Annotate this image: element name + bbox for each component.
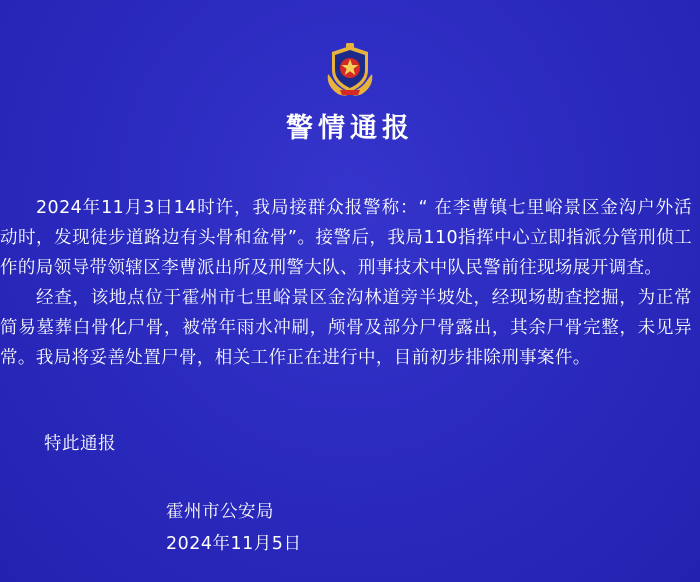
notice-title: 警情通报 [286,113,414,144]
issuing-organization: 霍州市公安局 [166,502,274,522]
notice-body [0,193,692,373]
closing-line: 特此通报 [44,434,116,454]
police-emblem-icon [320,40,380,100]
signature-block [166,496,301,560]
paragraph-findings: 经查，该地点位于霍州市七里峪景区金沟林道旁半坡处，经现场勘查挖掘，为正常简易墓葬白骨化尸骨，被常年雨水冲刷，颅骨及部分尸骨露出，其余尸骨完整，未见异常。我局将妥善处置尸骨，相关工作正在进行中，目前初步排除刑事案件。 [0,288,692,368]
issue-date: 2024年11月5日 [166,534,302,554]
paragraph-report: 2024年11月3日14时许，我局接群众报警称：“ 在李曹镇七里峪景区金沟户外活动时，发现徒步道路边有头骨和盆骨”。接警后，我局110指挥中心立即指派分管刑侦工作的局领导带领辖区李曹派出所及刑警大队、刑事技术中队民警前往现场展开调查。 [0,198,692,278]
